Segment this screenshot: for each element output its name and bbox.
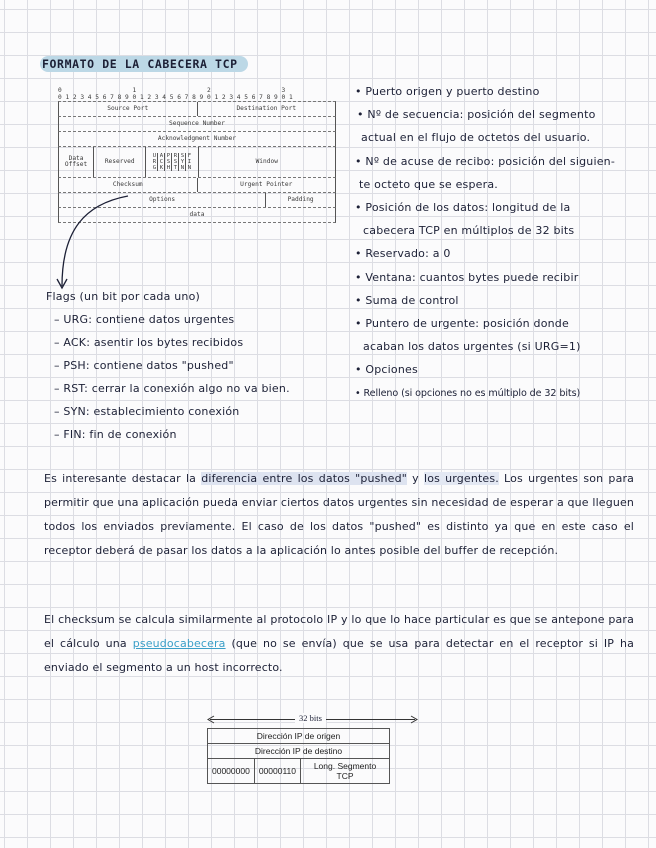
pseudoheader-term: pseudocabecera [132, 637, 226, 650]
paragraph-text: El checksum se calcula similarmente al protocolo IP y lo que lo hace particular es que se antepone para el cálculo una [44, 613, 634, 650]
diagram-row-ack [58, 131, 336, 146]
note-line: • Suma de control [355, 293, 459, 307]
flags-cell [146, 147, 198, 177]
flag-syn: S Y N [179, 153, 186, 171]
note-line: • Reservado: a 0 [355, 247, 451, 261]
note-line: • Posición de los datos: longitud de la [355, 201, 571, 215]
paragraph-text: y [406, 472, 424, 485]
note-line: te octeto que se espera. [359, 177, 498, 191]
flag-item: – URG: contiene datos urgentes [54, 313, 235, 326]
bit-tens-row: 0 1 2 3 [58, 87, 286, 94]
destination-port-cell: Destination Port [236, 104, 297, 112]
pseudoheader-table [207, 728, 390, 784]
flag-ack: A C K [158, 153, 165, 171]
paragraph-text: Es interesante destacar la [44, 472, 202, 485]
flag-item: – RST: cerrar la conexión algo no va bien. [54, 382, 290, 395]
width-label: 32 bits [295, 713, 326, 723]
data-offset-cell [59, 147, 94, 177]
flag-item: – SYN: establecimiento conexión [54, 405, 240, 418]
diagram-row-control [58, 146, 336, 177]
flag-item: – PSH: contiene datos "pushed" [54, 359, 234, 372]
note-line: • Relleno (si opciones no es múltiplo de 32 bits) [355, 387, 581, 399]
window-cell: Window [255, 157, 278, 165]
flag-item: – FIN: fin de conexión [54, 428, 177, 441]
zeros-cell: 00000000 [208, 759, 255, 784]
note-line: cabecera TCP en múltiplos de 32 bits [363, 224, 575, 238]
flag-rst: R S T [172, 153, 179, 171]
flags-list [46, 285, 290, 446]
options-cell: Options [59, 193, 266, 207]
note-line: actual en el flujo de octetos del usuario. [361, 131, 591, 145]
length-cell: Long. Segmento TCP [301, 759, 390, 784]
dest-ip-cell: Dirección IP de destino [208, 744, 390, 759]
ack-number-cell: Acknowledgment Number [157, 134, 237, 142]
paragraph-text: Los urgentes son para permitir que una aplicación pueda enviar ciertos datos urgentes sin necesidad de esperar a que lleguen todos los enviados previamente. El caso de los datos "pushed" es distinto ya que en este caso el receptor deberá de pasar los datos a la aplicación lo antes posible del buffer de recepción. [44, 472, 635, 557]
table-row [208, 744, 390, 759]
data-offset-label-1: Data [68, 154, 84, 162]
note-line: • Opciones [355, 363, 418, 377]
note-line: • Puntero de urgente: posición donde [355, 317, 569, 331]
urgent-pointer-cell: Urgent Pointer [240, 180, 293, 188]
source-port-cell: Source Port [59, 102, 198, 116]
flag-item: – ACK: asentir los bytes recibidos [54, 336, 244, 349]
table-row [208, 729, 390, 744]
page-title: FORMATO DE LA CABECERA TCP [40, 56, 248, 72]
diagram-row-sequence [58, 116, 336, 131]
note-line: • Puerto origen y puerto destino [355, 85, 540, 98]
note-line: acaban los datos urgentes (si URG=1) [363, 340, 581, 354]
flag-urg: U R G [151, 153, 158, 171]
checksum-cell: Checksum [59, 178, 198, 192]
field-notes [355, 80, 615, 405]
data-cell: data [189, 210, 205, 218]
highlight-urgent: los urgentes. [424, 472, 499, 485]
diagram-row-ports [58, 101, 336, 116]
note-line: • Ventana: cuantos bytes puede recibir [355, 270, 579, 284]
table-row [208, 759, 390, 784]
reserved-cell: Reserved [94, 147, 146, 177]
padding-cell: Padding [287, 195, 314, 203]
flag-fin: F I N [187, 153, 192, 171]
paragraph-text: (que no se envía) que se usa para detectar en el receptor si IP ha enviado el segmento a un host incorrecto. [44, 637, 634, 674]
flags-arrow [50, 190, 140, 295]
protocol-cell: 00000110 [254, 759, 300, 784]
bit-units-row: 0 1 2 3 4 5 6 7 8 9 0 1 2 3 4 5 6 7 8 9 0 1 2 3 4 5 6 7 8 9 0 1 [58, 94, 293, 101]
data-offset-label-2: Offset [64, 161, 88, 168]
flags-heading: Flags (un bit por cada uno) [46, 290, 201, 303]
flag-psh: P S H [165, 153, 172, 171]
highlight-difference: diferencia entre los datos "pushed" [201, 472, 407, 485]
note-line: • Nº de secuencia: posición del segmento [357, 108, 596, 122]
source-ip-cell: Dirección IP de origen [208, 729, 390, 744]
note-line: • Nº de acuse de recibo: posición del siguien- [355, 154, 616, 168]
sequence-number-cell: Sequence Number [169, 119, 225, 127]
paragraph-checksum [44, 608, 634, 680]
paragraph-pushed-vs-urgent [44, 467, 634, 563]
